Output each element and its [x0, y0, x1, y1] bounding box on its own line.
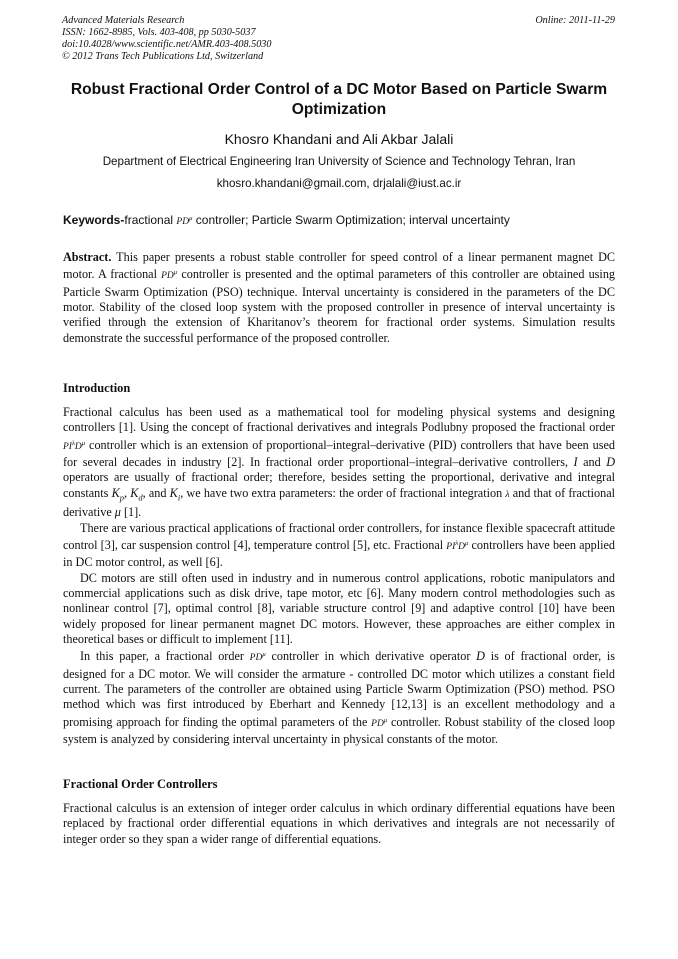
copyright-line: © 2012 Trans Tech Publications Ltd, Switzerland — [62, 51, 264, 62]
math-pd-mu: $PD^\mu$ — [176, 214, 193, 227]
intro-paragraph-2: There are various practical applications of fractional order controllers, for instance flexible spacecraft attitude control [3], car suspension control [4], temperature control [5], etc. Fractional $PI^\lambda D^\mu$ controllers have been applied in DC motor control, as well [6]. — [63, 520, 615, 570]
keywords-label: Keywords- — [63, 213, 125, 227]
introduction-body — [63, 405, 615, 747]
math-pi-lambda-d-mu: $PI^\lambda D^\mu$ — [63, 439, 86, 452]
doi-line: doi:10.4028/www.scientific.net/AMR.403-408.5030 — [62, 39, 272, 50]
fractional-order-controllers-body — [63, 801, 615, 847]
intro-paragraph-4: In this paper, a fractional order $PD^\mu$ controller in which derivative operator D is of fractional order, is designed for a DC motor. We will consider the armature - controlled DC motor which utilizes a constant field current. The parameters of the controller are obtained using Particle Swarm Optimization (PSO) method. PSO method which was first introduced by Eberhart and Kennedy [12,13] is an excellent methodology and a promising approach for finding the optimal parameters of the $PD^\mu$ controller. Robust stability of the closed loop system is analyzed by considering interval uncertainty in physical constants of the motor. — [63, 649, 616, 746]
intro-paragraph-1: Fractional calculus has been used as a mathematical tool for modeling physical systems and designing controllers [1]. Using the concept of fractional derivatives and integrals Podlubny proposed the fractional order $PI^\lambda D^\mu$ controller which is an extension of proportional–integral–derivative (PID) controllers that have been used for several decades in industry [2]. In fractional order proportional–integral–derivative controllers, I and D operators are usually of fractional order; therefore, besides setting the proportional, derivative and integral constants $K_p$, $K_d$, and $K_i$, we have two extra parameters: the order of fractional integration λ and that of fractional derivative μ [1]. — [63, 405, 616, 520]
journal-header — [62, 15, 615, 63]
foc-paragraph-1: Fractional calculus is an extension of integer order calculus in which ordinary differential equations have been replaced by fractional order differential equations in which derivatives and integrals are not necessarily of integer order so they span a wider range of differential equations. — [63, 801, 615, 846]
author-emails: khosro.khandani@gmail.com, drjalali@iust.ac.ir — [216, 177, 462, 190]
abstract-label: Abstract. — [63, 250, 112, 264]
issn-line: ISSN: 1662-8985, Vols. 403-408, pp 5030-5037 — [62, 27, 256, 38]
math-pd-mu: $PD^\mu$ — [371, 716, 388, 729]
affiliation: Department of Electrical Engineering Iran University of Science and Technology Tehran, Iran — [102, 155, 576, 168]
intro-paragraph-3: DC motors are still often used in industry and in numerous control applications, robotic manipulators and commercial applications such as disk drive, tape motor, etc [6]. Many modern control methodologies such as nonlinear control [7], optimal control [8], variable structure control [9] and adaptive control [10] have been widely proposed for linear permanent magnet DC motors. However, these approaches are either complex in theoretical bases or difficult to implement [11]. — [63, 570, 615, 646]
journal-name: Advanced Materials Research — [62, 15, 185, 26]
online-date: Online: 2011-11-29 — [535, 15, 615, 26]
math-pd-mu: $PD^\mu$ — [161, 269, 178, 282]
paper-title: Robust Fractional Order Control of a DC Motor Based on Particle Swarm Optimization — [70, 81, 608, 118]
math-pd-mu: $PD^\mu$ — [249, 651, 266, 664]
abstract-text-1: This paper presents a robust stable controller for speed control of a linear permanent magnet DC motor. A fractional — [63, 250, 616, 282]
keywords — [63, 213, 623, 227]
section-heading-fractional-order-controllers: Fractional Order Controllers — [63, 777, 218, 791]
authors: Khosro Khandani and Ali Akbar Jalali — [224, 131, 454, 147]
keywords-pre: fractional — [124, 213, 174, 227]
section-heading-introduction: Introduction — [63, 381, 131, 395]
keywords-post: controller; Particle Swarm Optimization; interval uncertainty — [195, 213, 510, 227]
math-pi-lambda-d-mu: $PI^\lambda D^\mu$ — [446, 539, 469, 553]
abstract-text-2: controller is presented and the optimal parameters of this controller are obtained using Particle Swarm Optimization (PSO) technique. Interval uncertainty is considered in the parameters of the DC motor. Stability of the closed loop system with the proposed controller in presence of interval uncertainty is verified through the extension of Kharitanov’s theorem for fractional order systems. Simulation results demonstrate the successful performance of the proposed controller. — [63, 267, 616, 345]
abstract — [63, 250, 615, 346]
